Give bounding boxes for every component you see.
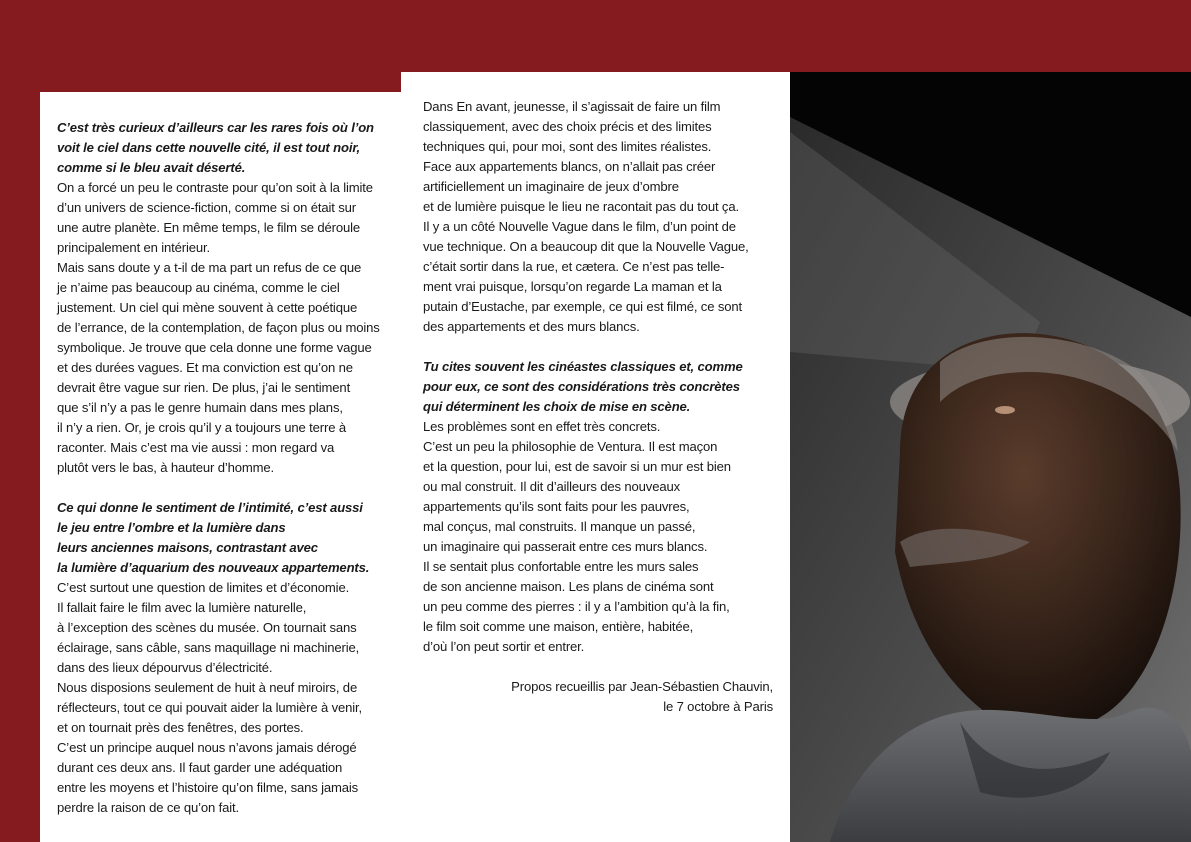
answer-1-line: d’un univers de science-fiction, comme si on était sur: [57, 200, 357, 215]
answer-0-line: techniques qui, pour moi, sont des limites réalistes.: [423, 139, 712, 154]
answer-1-line: que s’il n’y a pas le genre humain dans mes plans,: [57, 400, 343, 415]
answer-2-line: durant ces deux ans. Il faut garder une adéquation: [57, 760, 343, 775]
answer-2-line: réflecteurs, tout ce qui pouvait aider la lumière à venir,: [57, 700, 362, 715]
answer-0-line: et de lumière puisque le lieu ne racontait pas du tout ça.: [423, 199, 739, 214]
question-2: [57, 498, 402, 578]
answer-3-line: C’est un peu la philosophie de Ventura. Il est maçon: [423, 439, 718, 454]
answer-3-line: Les problèmes sont en effet très concrets.: [423, 419, 661, 434]
answer-3-line: un imaginaire qui passerait entre ces murs blancs.: [423, 539, 708, 554]
answer-0-line: vue technique. On a beaucoup dit que la Nouvelle Vague,: [423, 239, 749, 254]
answer-1-line: justement. Un ciel qui mène souvent à cette poétique: [57, 300, 358, 315]
answer-3-line: de son ancienne maison. Les plans de cinéma sont: [423, 579, 714, 594]
answer-1-line: raconter. Mais c’est ma vie aussi : mon regard va: [57, 440, 335, 455]
answer-2-line: et on tournait près des fenêtres, des portes.: [57, 720, 304, 735]
answer-2-line: entre les moyens et l’histoire qu’on filme, sans jamais: [57, 780, 359, 795]
question-2-line: leurs anciennes maisons, contrastant avec: [57, 540, 318, 555]
answer-1-line: principalement en intérieur.: [57, 240, 211, 255]
answer-0-line: Face aux appartements blancs, on n’allait pas créer: [423, 159, 716, 174]
answer-3-line: mal conçus, mal construits. Il manque un passé,: [423, 519, 696, 534]
question-2-line: le jeu entre l’ombre et la lumière dans: [57, 520, 286, 535]
answer-1-line: et des durées vagues. Et ma conviction est qu’on ne: [57, 360, 353, 375]
answer-3-line: Il se sentait plus confortable entre les murs sales: [423, 559, 699, 574]
answer-0-line: ment vrai puisque, lorsqu’on regarde La maman et la: [423, 279, 722, 294]
question-1-line: comme si le bleu avait déserté.: [57, 160, 246, 175]
answer-2-line: Il fallait faire le film avec la lumière naturelle,: [57, 600, 307, 615]
answer-1-line: symbolique. Je trouve que cela donne une forme vague: [57, 340, 372, 355]
answer-2: [57, 578, 402, 818]
middle-column: [423, 97, 773, 717]
answer-0-line: Il y a un côté Nouvelle Vague dans le film, d’un point de: [423, 219, 736, 234]
answer-0-line: Dans En avant, jeunesse, il s’agissait de faire un film: [423, 99, 721, 114]
answer-1-line: une autre planète. En même temps, le film se déroule: [57, 220, 360, 235]
answer-0-line: artificiellement un imaginaire de jeux d’ombre: [423, 179, 679, 194]
interview-credit: [423, 677, 773, 717]
answer-1-line: il n’y a rien. Or, je crois qu’il y a toujours une terre à: [57, 420, 346, 435]
answer-0-line: des appartements et des murs blancs.: [423, 319, 640, 334]
answer-2-line: éclairage, sans câble, sans maquillage ni machinerie,: [57, 640, 360, 655]
answer-0-line: c’était sortir dans la rue, et cætera. Ce n’est pas telle-: [423, 259, 725, 274]
answer-0-line: classiquement, avec des choix précis et des limites: [423, 119, 712, 134]
answer-3-line: et la question, pour lui, est de savoir si un mur est bien: [423, 459, 731, 474]
answer-1-line: je n’aime pas beaucoup au cinéma, comme le ciel: [57, 280, 340, 295]
answer-1-line: devrait être vague sur rien. De plus, j’ai le sentiment: [57, 380, 351, 395]
question-1-line: C’est très curieux d’ailleurs car les rares fois où l’on: [57, 120, 374, 135]
question-3: [423, 357, 773, 417]
answer-1-line: Mais sans doute y a t-il de ma part un refus de ce que: [57, 260, 362, 275]
answer-0-line: putain d’Eustache, par exemple, ce qui est filmé, ce sont: [423, 299, 742, 314]
question-2-line: la lumière d’aquarium des nouveaux appartements.: [57, 560, 370, 575]
answer-1-line: On a forcé un peu le contraste pour qu’on soit à la limite: [57, 180, 373, 195]
answer-2-line: perdre la raison de ce qu’on fait.: [57, 800, 239, 815]
answer-3-line: ou mal construit. Il dit d’ailleurs des nouveaux: [423, 479, 680, 494]
answer-3-line: appartements qu’ils sont faits pour les pauvres,: [423, 499, 690, 514]
left-column: [57, 118, 402, 818]
question-1: [57, 118, 402, 178]
answer-1-line: plutôt vers le bas, à hauteur d’homme.: [57, 460, 275, 475]
interview-credit-line: Propos recueillis par Jean-Sébastien Chauvin,: [511, 679, 773, 694]
answer-0: [423, 97, 773, 337]
answer-3: [423, 417, 773, 657]
answer-2-line: à l’exception des scènes du musée. On tournait sans: [57, 620, 357, 635]
question-2-line: Ce qui donne le sentiment de l’intimité, c’est aussi: [57, 500, 363, 515]
answer-3-line: le film soit comme une maison, entière, habitée,: [423, 619, 694, 634]
answer-3-line: un peu comme des pierres : il y a l’ambition qu’à la fin,: [423, 599, 730, 614]
portrait-photo: [790, 72, 1191, 842]
question-3-line: Tu cites souvent les cinéastes classiques et, comme: [423, 359, 743, 374]
question-3-line: qui déterminent les choix de mise en scène.: [423, 399, 691, 414]
answer-1: [57, 178, 402, 478]
answer-1-line: de l’errance, de la contemplation, de façon plus ou moins: [57, 320, 380, 335]
answer-2-line: C’est un principe auquel nous n’avons jamais dérogé: [57, 740, 357, 755]
interview-credit-line: le 7 octobre à Paris: [663, 699, 773, 714]
question-1-line: voit le ciel dans cette nouvelle cité, il est tout noir,: [57, 140, 361, 155]
answer-3-line: d’où l’on peut sortir et entrer.: [423, 639, 585, 654]
answer-2-line: C’est surtout une question de limites et d’économie.: [57, 580, 350, 595]
answer-2-line: dans des lieux dépourvus d’électricité.: [57, 660, 273, 675]
question-3-line: pour eux, ce sont des considérations très concrètes: [423, 379, 740, 394]
answer-2-line: Nous disposions seulement de huit à neuf miroirs, de: [57, 680, 358, 695]
